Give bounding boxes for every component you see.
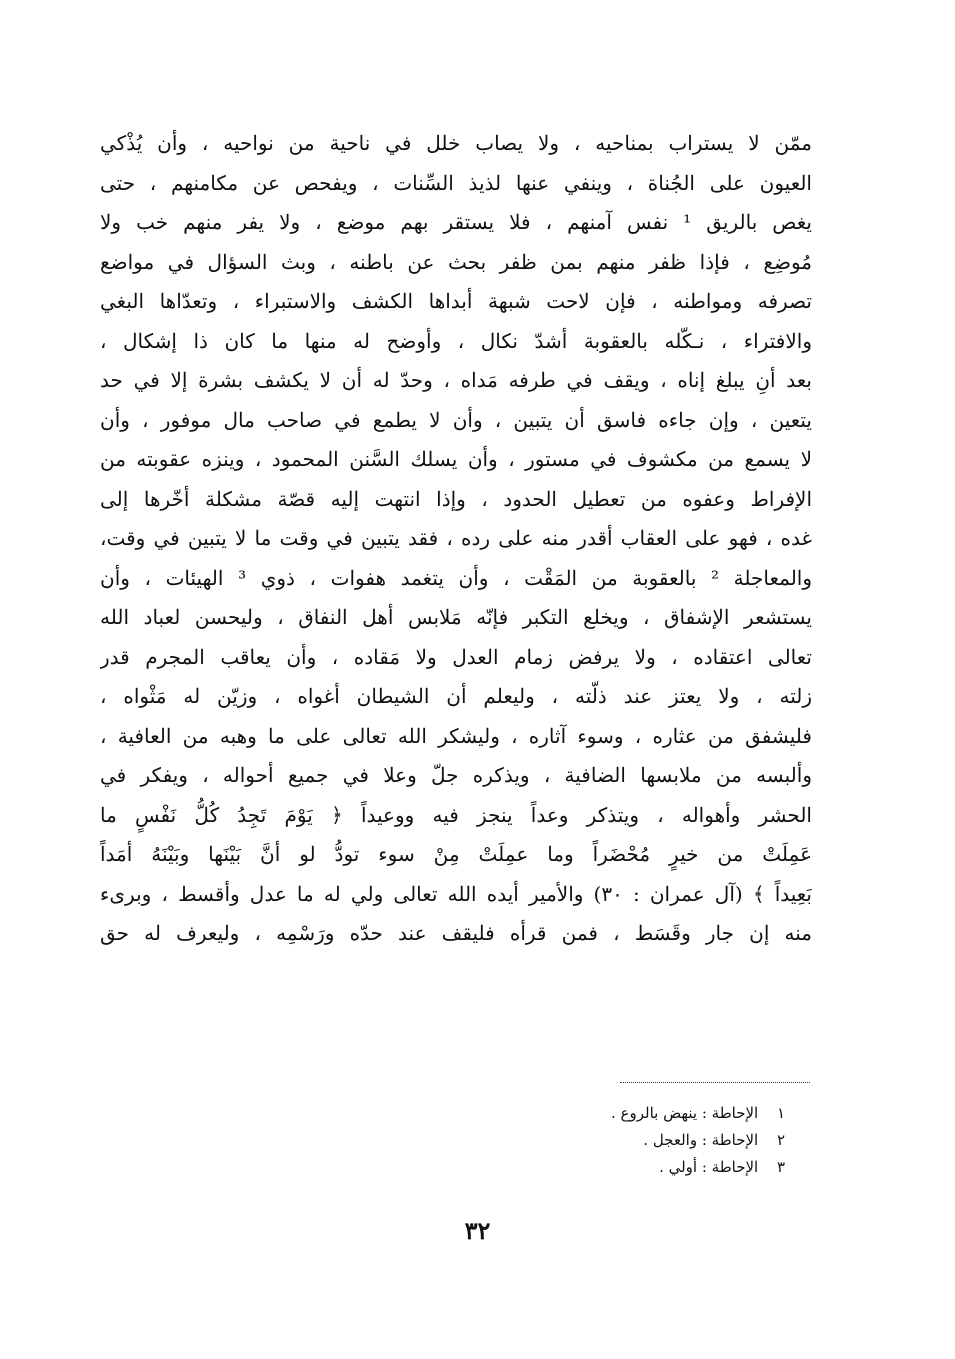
text-line: تعالى اعتقاده ، ولا يرفض زمام العدل ولا مَقاده ، وأن يعاقب المجرم قدر (100, 644, 812, 669)
page-number: ٣٢ (464, 1216, 491, 1245)
text-line: يتعين ، وإن جاءه فاسق أن يتبين ، وأن لا يطمع في صاحب مال موفور ، وأن (100, 407, 812, 432)
text-line: غده ، فهو على العقاب أقدر منه على رده ، فقد يتبين في وقت ما لا يتبين في وقت، (100, 526, 812, 550)
text-line: بَعِيداً ﴾ (آل عمران : ٣٠) والأمير أيده الله تعالى ولي له ما عدل وأقسط ، وبرىء (100, 881, 812, 906)
main-text-block (100, 124, 812, 954)
text-line: يستشعر الإشفاق ، ويخلع التكبر فإنّه مَلابس أهل النفاق ، وليحسن لعباد الله (100, 605, 812, 629)
text-line: لا يسمع من مكشوف في مستور ، وأن يسلك السَّنن المحمود ، وينزه عقوبته من (100, 447, 812, 471)
text-line: عَمِلَتْ من خيرٍ مُحْضَراً وما عمِلَتْ مِنْ سوء تودُّ لو أنَّ بَيْنَها وبَيْنَهُ أمَداً (100, 842, 812, 866)
text-line: ممّن لا يستراب بمناحيه ، ولا يصاب خلل في ناحية من نواحيه ، وأن يُذْكي (100, 131, 812, 155)
text-line: منه إن جار وقَسَط ، فمن قرأه فليقف عند حدّه ورَسْمِه ، وليعرف له حق (100, 921, 812, 945)
text-line: يغص بالريق ¹ نفس آمنهم ، فلا يستقر بهم موضع ، ولا يفر منهم خب ولا (100, 210, 812, 234)
footnote-number: ٣ (776, 1158, 785, 1176)
text-line: والمعاجلة ² بالعقوبة من المَقْت ، وأن يتغمد هفوات ، ذوي ³ الهيئات ، وأن (100, 565, 812, 590)
footnote-separator (620, 1082, 810, 1083)
text-line: والافتراء ، نـكّله بالعقوبة أشدّ نكال ، وأوضح له منها ما كان ذا إشكال ، (100, 328, 812, 353)
text-line: العيون على الجُناة ، وينفي عنها لذيذ السِّنات ، ويفحص عن مكامنهم ، حتى (100, 170, 812, 195)
text-line: وألبسه من ملابسها الضافية ، ويذكره جلّ وعلا في جميع أحواله ، ويفكر في (100, 763, 812, 787)
footnote-text: الإحاطة : ينهض بالروع . (611, 1104, 759, 1122)
text-line: زلته ، ولا يعتز عند ذلّته ، وليعلم أن الشيطان أغواه ، وزيّن له مَثْواه ، (100, 684, 812, 708)
text-line: فليشفق من عثاره ، وسوء آثاره ، وليشكر الله تعالى على ما وهبه من العافية ، (100, 723, 812, 748)
footnote-text: الإحاطة : أولي . (659, 1158, 759, 1176)
text-line: الإفراط وعفوه من تعطيل الحدود ، وإذا انتهت إليه قصّة مشكلة أخّرها إلى (100, 486, 812, 511)
text-line: مُوضِع ، فإذا ظفر منهم بمن ظفر بحث عن باطنه ، وبث السؤال في مواضع (100, 249, 812, 274)
footnote-text: الإحاطة : والعجل . (643, 1131, 759, 1149)
text-line: بعد أنِ يبلغ إناه ، ويقف في طرفه مَداه ، وحدّ له أن لا يكشف بشرة إلا في حد (100, 368, 812, 392)
footnote-number: ٢ (776, 1131, 785, 1149)
footnotes-block (455, 1100, 785, 1181)
text-line: الحشر وأهواله ، ويتذكر وعداً ينجز فيه ووعيداً ﴿ يَوْمَ تَجِدُ كُلُّ نَفْسٍ ما (100, 802, 812, 827)
footnote-item (455, 1100, 785, 1127)
text-line: تصرفه ومواطنه ، فإن لاحت شبهة أبداها الكشف والاستبراء ، وتعدّاها البغي (100, 289, 812, 313)
footnote-item (455, 1127, 785, 1154)
footnote-number: ١ (776, 1104, 785, 1122)
footnote-item (455, 1154, 785, 1181)
